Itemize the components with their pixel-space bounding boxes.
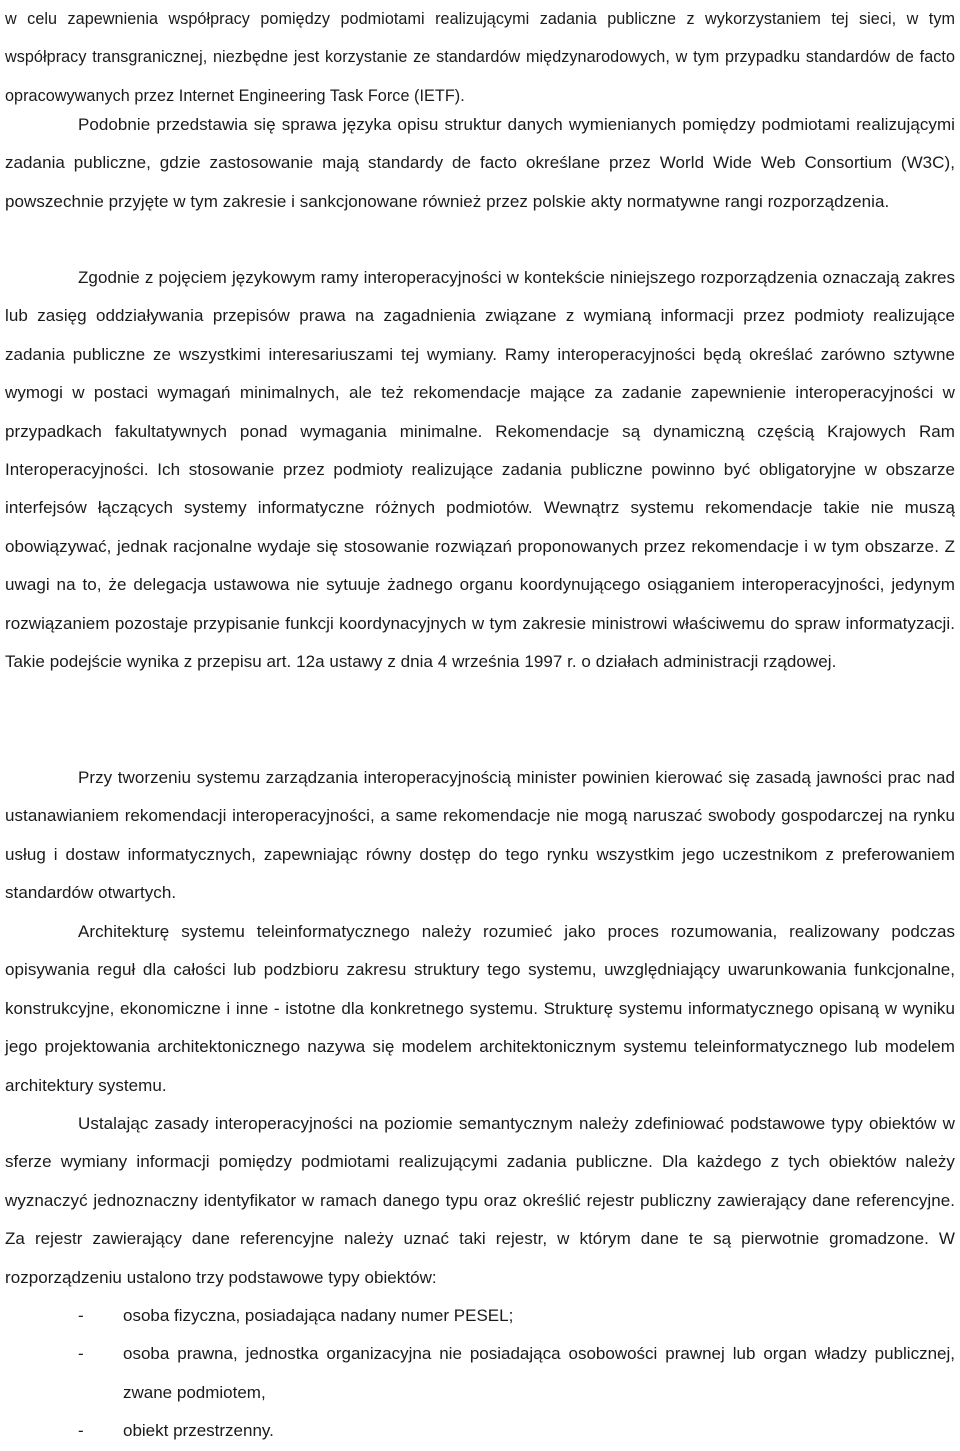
paragraph-4: Przy tworzeniu systemu zarządzania interoperacyjnością minister powinien kierować się zasadą jawności prac nad ustanawianiem rekomendacji interoperacyjności, a same rekomendacje nie mogą naruszać swobody gospodarczej na rynku usług i dostaw informatycznych, zapewniając równy dostęp do tego rynku wszystkim jego uczestnikom z preferowaniem standardów otwartych. [5,768,955,903]
paragraph-1-block [5,0,955,115]
list-item-text: osoba fizyczna, posiadająca nadany numer PESEL; [123,1306,514,1325]
paragraph-2: Podobnie przedstawia się sprawa języka opisu struktur danych wymienianych pomiędzy podmiotami realizującymi zadania publiczne, gdzie zastosowanie mają standardy de facto określane przez World Wide Web Consortium (W3C), powszechnie przyjęte w tym zakresie i sankcjonowane również przez polskie akty normatywne rangi rozporządzenia. [5,115,955,211]
paragraph-4-block [5,759,955,913]
paragraph-2-block [5,106,955,221]
paragraph-5: Architekturę systemu teleinformatycznego należy rozumieć jako proces rozumowania, realizowany podczas opisywania reguł dla całości lub podzbioru zakresu struktury tego systemu, uwzględniający uwarunkowania funkcjonalne, konstrukcyjne, ekonomiczne i inne - istotne dla konkretnego systemu. Strukturę systemu informatycznego opisaną w wyniku jego projektowania architektonicznego nazywa się modelem architektonicznym systemu teleinformatycznego lub modelem architektury systemu. [5,922,955,1095]
paragraph-6: Ustalając zasady interoperacyjności na poziomie semantycznym należy zdefiniować podstawowe typy obiektów w sferze wymiany informacji pomiędzy podmiotami realizującymi zadania publiczne. Dla każdego z tych obiektów należy wyznaczyć jednoznaczny identyfikator w ramach danego typu oraz określić rejestr publiczny zawierający dane referencyjne. Za rejestr zawierający dane referencyjne należy uznać taki rejestr, w którym dane te są pierwotnie gromadzone. W rozporządzeniu ustalono trzy podstawowe typy obiektów: [5,1114,955,1287]
document-page [5,0,955,1444]
paragraph-5-block [5,913,955,1105]
list-item [5,1412,955,1450]
list-item [5,1335,955,1412]
list-dash-marker: - [78,1421,84,1441]
paragraph-3-block [5,259,955,681]
list-item-text: obiekt przestrzenny. [123,1421,274,1441]
list-item [5,1297,955,1335]
paragraph-6-block [5,1105,955,1297]
list-dash-marker: - [78,1306,84,1325]
list-item-text: osoba prawna, jednostka organizacyjna nie posiadająca osobowości prawnej lub organ władzy publicznej, zwane podmiotem, [123,1344,955,1402]
paragraph-3: Zgodnie z pojęciem językowym ramy interoperacyjności w kontekście niniejszego rozporządzenia oznaczają zakres lub zasięg oddziaływania przepisów prawa na zagadnienia związane z wymianą informacji przez podmioty realizujące zadania publiczne ze wszystkimi interesariuszami tej wymiany. Ramy interoperacyjności będą określać zarówno sztywne wymogi w postaci wymagań minimalnych, ale też rekomendacje mające za zadanie zapewnienie interoperacyjności w przypadkach fakultatywnych ponad wymagania minimalne. Rekomendacje są dynamiczną częścią Krajowych Ram Interoperacyjności. Ich stosowanie przez podmioty realizujące zadania publiczne powinno być obligatoryjne w obszarze interfejsów łączących systemy informatyczne różnych podmiotów. Wewnątrz systemu rekomendacje takie nie muszą obowiązywać, jednak racjonalne wydaje się stosowanie rozwiązań proponowanych przez rekomendacje i w tym obszarze. Z uwagi na to, że delegacja ustawowa nie sytuuje żadnego organu koordynującego osiąganiem interoperacyjności, jedynym rozwiązaniem pozostaje przypisanie funkcji koordynacyjnych w tym zakresie ministrowi właściwemu do spraw informatyzacji. Takie podejście wynika z przepisu art. 12a ustawy z dnia 4 września 1997 r. o działach administracji rządowej. [5,268,955,672]
list-dash-marker: - [78,1344,84,1364]
paragraph-1: w celu zapewnienia współpracy pomiędzy podmiotami realizującymi zadania publiczne z wykorzystaniem tej sieci, w tym współpracy transgranicznej, niezbędne jest korzystanie ze standardów międzynarodowych, w tym przypadku standardów de facto opracowywanych przez Internet Engineering Task Force (IETF). [5,10,955,105]
object-types-list [5,1297,955,1451]
